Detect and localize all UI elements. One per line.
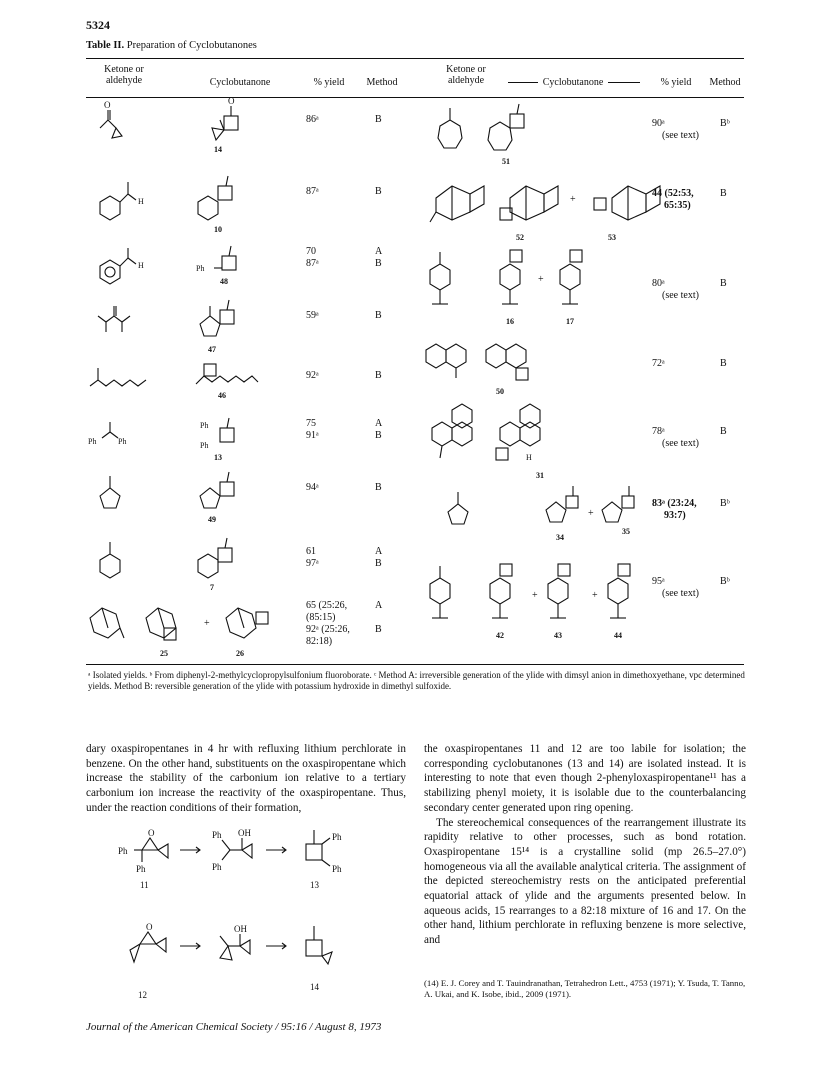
journal-footer: Journal of the American Chemical Society / 95:16 / August 8, 1973 [86,1021,382,1033]
structure-11 [134,838,168,862]
h-label: H [138,261,144,270]
plus-sign: + [592,590,598,601]
table-structures [86,98,746,663]
structure-13-scheme [306,830,330,866]
compound-10-label: 10 [214,225,222,234]
ph-label: Ph [200,441,209,450]
table-footnote: ᵃ Isolated yields. ᵇ From diphenyl-2-methylcyclopropylsulfonium fluoroborate. ᶜ Method A: irreversible generation of the ylide with dimsyl anion in dimethoxyethane, vpc determined yields. Method B: reversible generation of the ylide with potassium hydroxide in dimethyl sulfoxide. [88,670,745,691]
row3-yield-a: 70 [306,246,316,257]
structure-43 [548,564,570,618]
ph-label: Ph [212,862,222,872]
intermediate-1 [222,838,252,860]
compound-42-label: 42 [496,631,504,640]
rrow7-yield-b: (see text) [662,588,699,599]
structure-49 [200,472,234,508]
row4-method: B [375,310,382,321]
structure-14-scheme [306,926,332,964]
row9-yield-c: 92ᵃ (25:26, [306,624,350,635]
right-paragraph-2: The stereochemical consequences of the rearrangement illustrate its rapidity relative to other processes, such as bond rotation. Oxaspiropentane 15¹⁴ is a crystalline solid (mp 26.5–27.0°) homogeneous via all the available analytical criteria. The assignment of the depicted stereochemistry rests on the anticipated preferential equatorial attack of ylide and the arguments presented below. In aqueous acids, 15 rearranges to a 82:18 mixture of 16 and 17. On the other hand, lithium perchlorate in refluxing benzene is more selective, and [424,816,746,947]
compound-47-label: 47 [208,345,216,354]
oh-label: OH [234,924,247,934]
rrow5-yield-b: (see text) [662,438,699,449]
rrow1-yield-a: 90ᵃ [652,118,665,129]
rrow3-yield-b: (see text) [662,290,699,301]
row9-yield-a: 65 (25:26, [306,600,348,611]
rrow6-yield-b: 93:7) [664,510,686,521]
structure-13 [220,418,234,442]
structure-norcamphor [90,608,124,638]
rrow4-yield: 72ᵃ [652,358,665,369]
compound-48-label: 48 [220,277,228,286]
row8-yield-b: 97ᵃ [306,558,319,569]
compound-35-label: 35 [622,527,630,536]
structure-48 [214,246,236,270]
compound-11-label: 11 [140,880,149,890]
row3-method-a: A [375,246,383,257]
table-bottom-rule [86,664,744,665]
plus-sign: + [538,274,544,285]
left-column [86,742,406,816]
structure-cycloheptanone [438,108,462,148]
row7-yield: 94ᵃ [306,482,319,493]
compound-7-label: 7 [210,583,214,592]
row1-method: B [375,114,382,125]
structure-50 [486,344,528,380]
row9-method-b: B [375,624,382,635]
row8-method-b: B [375,558,382,569]
compound-12-label: 12 [138,990,147,1000]
header-cyclobutanone-left: Cyclobutanone [209,77,271,88]
row6-method-b: B [375,430,382,441]
structure-51 [488,104,524,150]
rrow1-yield-b: (see text) [662,130,699,141]
row3-method-b: B [375,258,382,269]
table-title: Preparation of Cyclobutanones [126,40,257,51]
rrow2-yield-a: 44 (52:53, [652,188,694,199]
structure-tbu-cyclohexanone-2 [430,566,450,618]
structure-10 [198,176,232,220]
o-label: O [148,828,155,838]
row5-method: B [375,370,382,381]
table-top-rule [86,58,744,59]
compound-31-label: 31 [536,471,544,480]
structure-tbu-cyclohexanone [430,252,450,304]
structure-25 [146,608,176,640]
compound-34-label: 34 [556,533,564,542]
o-label: O [228,98,235,106]
rrow5-method: B [720,426,727,437]
row9-method-a: A [375,600,383,611]
rrow3-yield-a: 80ᵃ [652,278,665,289]
ph-label: Ph [136,864,146,874]
header-cyclobutanone-right: Cyclobutanone [542,77,604,88]
row1-yield: 86ᵃ [306,114,319,125]
structure-cyclopentanone-2 [448,492,468,524]
compound-14-label: 14 [214,145,222,154]
reference-14: (14) E. J. Corey and T. Tauindranathan, Tetrahedron Lett., 4753 (1971); Y. Tsuda, T. Tanno, A. Ukai, and K. Isobe, ibid., 2009 (1971). [424,978,746,999]
row8-method-a: A [375,546,383,557]
structure-47 [200,300,234,336]
row9-yield-d: 82:18) [306,636,333,647]
structure-34 [546,486,578,522]
compound-17-label: 17 [566,317,574,326]
o-label: O [146,922,153,932]
page-number: 5324 [86,18,110,32]
row6-method-a: A [375,418,383,429]
table-label: Table II. [86,40,125,51]
plus-sign: + [588,508,594,519]
row7-method: B [375,482,382,493]
header-ketone-left: Ketone or aldehyde [104,64,144,86]
rrow7-method: Bᵇ [720,576,730,587]
row6-yield-a: 75 [306,418,316,429]
compound-44-label: 44 [614,631,622,640]
header-method-right: Method [709,77,741,88]
structure-14 [212,106,238,140]
structure-53 [594,186,660,220]
right-column [424,742,746,948]
ph-label: Ph [196,264,205,273]
structure-benzaldehyde [100,248,136,284]
plus-sign: + [532,590,538,601]
ph-label: Ph [118,437,127,446]
structure-cyclopentanone [100,476,120,508]
compound-53-label: 53 [608,233,616,242]
plus-sign: + [570,194,576,205]
row9-yield-b: (85:15) [306,612,336,623]
compound-13-label: 13 [214,453,222,462]
intermediate-2 [220,934,250,960]
row2-yield: 87ᵃ [306,186,319,197]
structure-diisopropyl-ketone [98,306,130,332]
h-label: H [138,197,144,206]
header-yield-right: % yield [660,77,692,88]
compound-25-label: 25 [160,649,168,658]
row5-yield: 92ᵃ [306,370,319,381]
row3-yield-b: 87ᵃ [306,258,319,269]
table-caption [86,40,257,51]
structure-octanone [90,368,146,386]
row8-yield-a: 61 [306,546,316,557]
structure-cyclopropyl-methyl-ketone [100,110,122,138]
reaction-scheme [110,826,410,1006]
right-paragraph-1: the oxaspiropentanes 11 and 12 are too labile for isolation; the corresponding cyclobutanones (13 and 14) are isolated instead. It is interesting to note that even though 2-phenyloxaspiropentane¹¹ has a stabilizing phenyl moiety, it is isolable due to the counterbalancing secondary center generated upon ring opening. [424,743,746,814]
rrow5-yield-a: 78ᵃ [652,426,665,437]
header-rule-right [608,82,640,83]
oh-label: OH [238,828,251,838]
structure-44 [608,564,630,618]
compound-46-label: 46 [218,391,226,400]
header-method-left: Method [366,77,398,88]
header-yield-left: % yield [313,77,345,88]
structure-16 [500,250,522,304]
h-label: H [526,453,532,462]
compound-49-label: 49 [208,515,216,524]
structure-12 [130,932,166,962]
ph-label: Ph [332,832,342,842]
rrow2-yield-b: 65:35) [664,200,691,211]
rrow2-method: B [720,188,727,199]
structure-7 [198,538,232,578]
header-ketone-right: Ketone or aldehyde [446,64,486,86]
structure-35 [602,486,634,522]
rrow6-method: Bᵇ [720,498,730,509]
ph-label: Ph [332,864,342,874]
rrow6-yield-a: 83ᵃ (23:24, [652,498,697,509]
o-label: O [104,100,111,110]
header-rule-left [508,82,538,83]
compound-43-label: 43 [554,631,562,640]
rrow4-method: B [720,358,727,369]
rrow7-yield-a: 95ᵃ [652,576,665,587]
compound-50-label: 50 [496,387,504,396]
compound-14-label: 14 [310,982,319,992]
row4-yield: 59ᵃ [306,310,319,321]
structure-cyclohexene-aldehyde [100,182,136,220]
structure-26 [226,608,268,638]
compound-13-label: 13 [310,880,319,890]
structure-31 [496,404,540,460]
row6-yield-b: 91ᵃ [306,430,319,441]
rrow3-method: B [720,278,727,289]
structure-42 [490,564,512,618]
compound-16-label: 16 [506,317,514,326]
compound-26-label: 26 [236,649,244,658]
structure-tetralone [426,344,466,378]
ph-label: Ph [118,846,128,856]
plus-sign: + [204,618,210,629]
left-paragraph: dary oxaspiropentanes in 4 hr with refluxing lithium perchlorate in benzene. On the other hand, substituents on the oxaspiropentane which increase the stability of the carbonium ion relative to a tertiary carbonium ion increase the reactivity of the oxaspiropentane. Thus, under the reaction conditions of their formation, [86,743,406,814]
ph-label: Ph [200,421,209,430]
structure-46 [196,364,258,384]
compound-52-label: 52 [516,233,524,242]
structure-52 [500,186,558,220]
ph-label: Ph [212,830,222,840]
compound-51-label: 51 [502,157,510,166]
structure-17 [560,250,582,304]
structure-bicyclic-ketone [430,186,484,222]
structure-benzophenone [102,422,118,438]
ph-label: Ph [88,437,97,446]
rrow1-method: Bᵇ [720,118,730,129]
structure-cyclohexanone [100,542,120,578]
row2-method: B [375,186,382,197]
structure-tricyclic-ketone [432,404,472,458]
